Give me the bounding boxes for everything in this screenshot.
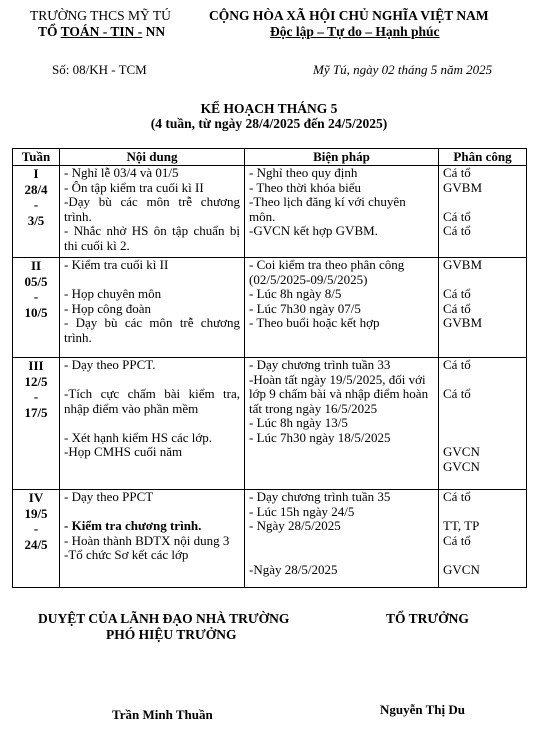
assign-item: Cá tổ bbox=[443, 286, 471, 301]
assign-cell bbox=[439, 258, 527, 358]
measure-item bbox=[249, 548, 434, 563]
nation-title: CỘNG HÒA XÃ HỘI CHỦ NGHĨA VIỆT NAM bbox=[209, 8, 489, 23]
document-subtitle: (4 tuần, từ ngày 28/4/2025 đến 24/5/2025) bbox=[150, 116, 388, 131]
assign-item: Cá tổ bbox=[443, 223, 471, 238]
week-line: III bbox=[28, 358, 44, 373]
assign-item bbox=[443, 195, 522, 210]
content-cell bbox=[60, 166, 245, 258]
content-item: - Nghỉ lễ 03/4 và 01/5 bbox=[64, 165, 179, 180]
assign-item: GVBM bbox=[443, 315, 483, 330]
assign-item bbox=[443, 402, 522, 417]
assign-item bbox=[443, 416, 522, 431]
document-number: Số: 08/KH - TCM bbox=[52, 62, 147, 77]
document-title: KẾ HOẠCH THÁNG 5 bbox=[200, 101, 338, 116]
content-item: - Nhắc nhở HS ôn tập chuẩn bị thi cuối kì 2. bbox=[64, 223, 240, 253]
table-row bbox=[13, 166, 527, 258]
measure-item: - Coi kiểm tra theo phân công (02/5/2025-09/5/2025) bbox=[249, 257, 405, 287]
measure-cell bbox=[245, 358, 439, 490]
content-item: -Tổ chức Sơ kết các lớp bbox=[64, 547, 189, 562]
week-line: - bbox=[33, 521, 39, 536]
department-underlined: TOÁN - TIN - bbox=[60, 24, 143, 39]
content-cell bbox=[60, 490, 245, 588]
content-item: - Họp công đoàn bbox=[64, 300, 152, 316]
measure-item: - Lúc 8h ngày 13/5 bbox=[249, 415, 348, 430]
content-item bbox=[64, 373, 240, 388]
vice-principal-title: PHÓ HIỆU TRƯỞNG bbox=[106, 627, 237, 642]
assign-item: GVCN bbox=[443, 458, 480, 474]
week-line: 24/5 bbox=[24, 536, 48, 552]
week-line: - bbox=[33, 197, 39, 212]
department-prefix: TỔ bbox=[38, 24, 61, 39]
week-line: 3/5 bbox=[27, 212, 45, 228]
assign-item: GVBM bbox=[443, 179, 483, 195]
week-line: 19/5 bbox=[24, 505, 48, 521]
table-row bbox=[13, 258, 527, 358]
school-name: TRƯỜNG THCS MỸ TÚ bbox=[30, 8, 171, 23]
assign-item: GVCN bbox=[443, 561, 480, 577]
content-item: -Dạy bù các môn trễ chương trình. bbox=[64, 194, 240, 224]
week-line: 28/4 bbox=[24, 181, 48, 197]
assign-item: Cá tổ bbox=[443, 357, 471, 372]
content-item: - Họp chuyên môn bbox=[64, 286, 162, 301]
content-item: - Kiểm tra cuối kì II bbox=[64, 257, 169, 272]
group-leader-title: TỔ TRƯỞNG bbox=[386, 611, 469, 626]
assign-item bbox=[443, 548, 522, 563]
week-line: - bbox=[33, 389, 39, 404]
week-line: 05/5 bbox=[24, 273, 48, 289]
content-item: - Ôn tập kiểm tra cuối kì II bbox=[64, 179, 204, 195]
measure-item: - Ngày 28/5/2025 bbox=[249, 518, 341, 533]
measure-item: -GVCN kết hợp GVBM. bbox=[249, 223, 378, 238]
assign-item: TT, TP bbox=[443, 518, 480, 533]
week-cell bbox=[13, 166, 60, 258]
content-item bbox=[64, 416, 240, 431]
week-line: - bbox=[33, 289, 39, 304]
signer-left-name: Trần Minh Thuần bbox=[112, 707, 213, 722]
content-item: -Tích cực chấm bài kiểm tra, nhập điểm vào phần mềm bbox=[64, 386, 240, 416]
content-item: - Kiểm tra chương trình. bbox=[64, 518, 202, 533]
header-content: Nội dung bbox=[60, 149, 245, 166]
assign-item: Cá tổ bbox=[443, 386, 471, 401]
assign-cell bbox=[439, 166, 527, 258]
measure-item: -Theo lịch đăng kí với chuyên môn. bbox=[249, 194, 406, 224]
header-measure: Biện pháp bbox=[245, 149, 439, 166]
measure-cell bbox=[245, 490, 439, 588]
table-row bbox=[13, 358, 527, 490]
measure-item: - Lúc 8h ngày 8/5 bbox=[249, 286, 342, 301]
assign-item: Cá tổ bbox=[443, 300, 471, 316]
measure-item: -Ngày 28/5/2025 bbox=[249, 561, 338, 577]
table-header-row bbox=[13, 149, 527, 166]
measure-item: - Lúc 7h30 ngày 18/5/2025 bbox=[249, 429, 391, 445]
header-week: Tuần bbox=[13, 149, 60, 166]
measure-cell bbox=[245, 258, 439, 358]
content-item: - Dạy bù các môn trễ chương trình. bbox=[64, 315, 240, 345]
place-date: Mỹ Tú, ngày 02 tháng 5 năm 2025 bbox=[313, 62, 493, 77]
content-item: -Họp CMHS cuối năm bbox=[64, 444, 183, 459]
content-cell bbox=[60, 258, 245, 358]
plan-table bbox=[12, 148, 527, 588]
content-item: - Xét hạnh kiểm HS các lớp. bbox=[64, 429, 213, 445]
assign-cell bbox=[439, 358, 527, 490]
department-name bbox=[38, 24, 165, 40]
week-cell bbox=[13, 258, 60, 358]
national-motto: Độc lập – Tự do – Hạnh phúc bbox=[270, 24, 440, 39]
measure-item: - Dạy chương trình tuần 33 bbox=[249, 357, 391, 372]
assign-item bbox=[443, 373, 522, 388]
assign-item: GVCN bbox=[443, 444, 480, 459]
header-assign: Phân công bbox=[439, 149, 527, 166]
content-item: - Dạy theo PPCT bbox=[64, 489, 154, 504]
assign-item bbox=[443, 431, 522, 446]
week-line: 10/5 bbox=[24, 304, 48, 320]
assign-cell bbox=[439, 490, 527, 588]
week-line: IV bbox=[28, 490, 44, 505]
week-cell bbox=[13, 490, 60, 588]
measure-item: - Theo thời khóa biểu bbox=[249, 179, 362, 195]
measure-item bbox=[249, 534, 434, 549]
assign-item bbox=[443, 505, 522, 520]
measure-item: - Lúc 7h30 ngày 07/5 bbox=[249, 300, 361, 316]
department-suffix: NN bbox=[142, 24, 166, 39]
approval-title: DUYỆT CỦA LÃNH ĐẠO NHÀ TRƯỜNG bbox=[38, 611, 290, 626]
measure-item: - Nghỉ theo quy định bbox=[249, 165, 358, 180]
content-item bbox=[64, 273, 240, 288]
assign-item: Cá tổ bbox=[443, 165, 471, 180]
week-line: I bbox=[33, 166, 39, 181]
measure-item: - Dạy chương trình tuần 35 bbox=[249, 489, 391, 504]
measure-item: - Lúc 15h ngày 24/5 bbox=[249, 503, 355, 519]
week-cell bbox=[13, 358, 60, 490]
assign-item: Cá tổ bbox=[443, 532, 471, 548]
assign-item bbox=[443, 273, 522, 288]
measure-item: -Hoàn tất ngày 19/5/2025, đối với lớp 9 chấm bài và nhập điểm hoàn tất trong ngày 16/5/2025 bbox=[249, 371, 429, 416]
table-row bbox=[13, 490, 527, 588]
week-line: II bbox=[30, 258, 42, 273]
assign-item: Cá tổ bbox=[443, 208, 471, 224]
assign-item: Cá tổ bbox=[443, 489, 471, 504]
week-line: 12/5 bbox=[24, 373, 48, 389]
content-item: - Hoàn thành BDTX nội dung 3 bbox=[64, 532, 230, 548]
content-cell bbox=[60, 358, 245, 490]
signer-right-name: Nguyễn Thị Du bbox=[380, 702, 466, 717]
measure-item: - Theo buổi hoặc kết hợp bbox=[249, 315, 380, 330]
assign-item: GVBM bbox=[443, 257, 483, 272]
measure-cell bbox=[245, 166, 439, 258]
content-item: - Dạy theo PPCT. bbox=[64, 357, 156, 372]
content-item bbox=[64, 505, 240, 520]
week-line: 17/5 bbox=[24, 404, 48, 420]
